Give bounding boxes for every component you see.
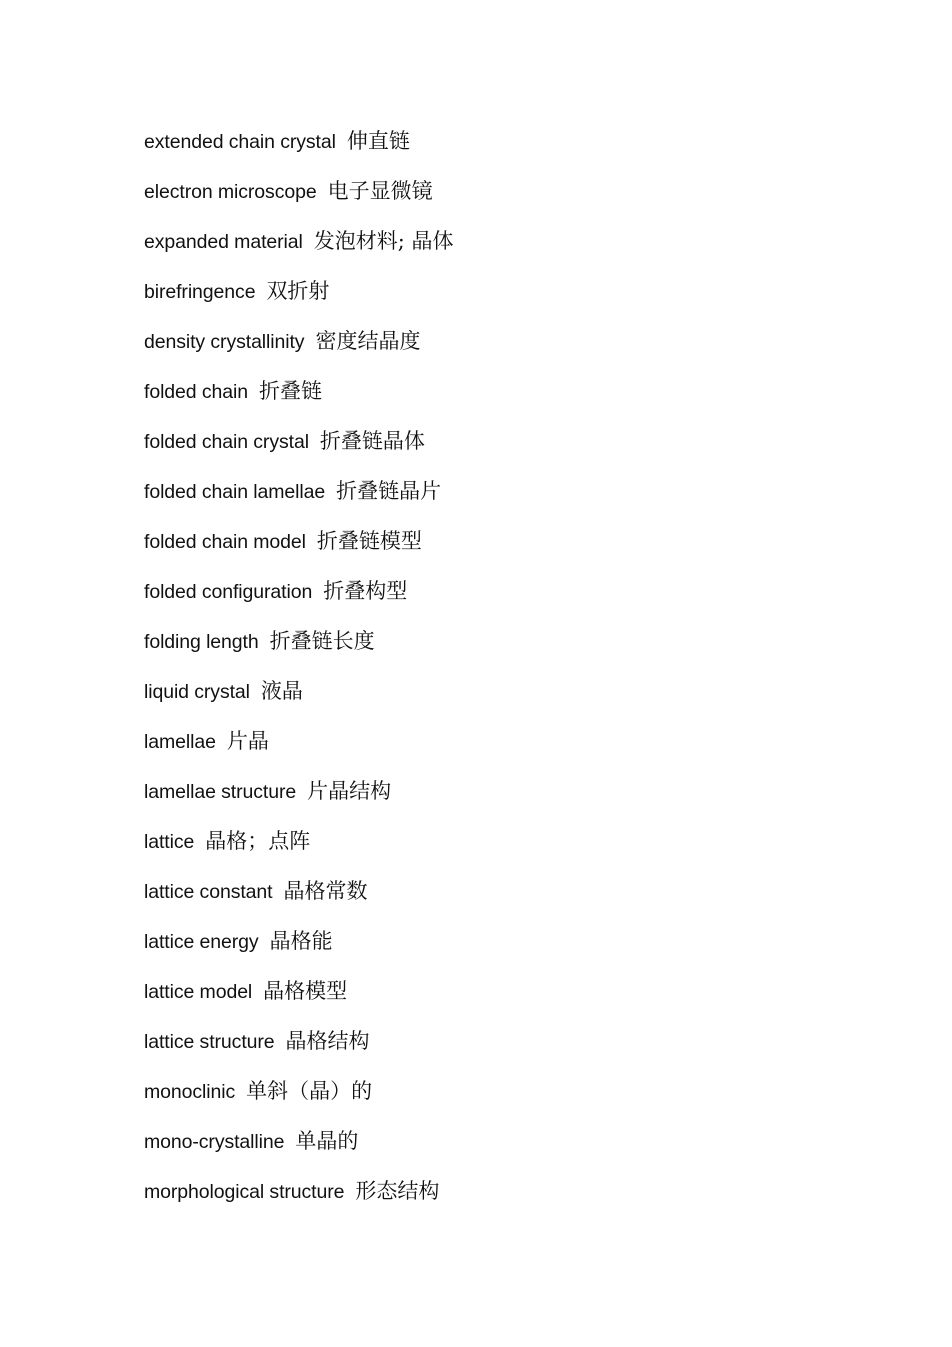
entry-translation: 电子显微镜 [327, 179, 433, 203]
entry-translation: 折叠链 [258, 379, 322, 403]
glossary-entry [144, 726, 454, 776]
entry-term: lattice energy [144, 931, 259, 953]
glossary-entry [144, 426, 454, 476]
glossary-entry [144, 876, 454, 926]
entry-term: liquid crystal [144, 681, 250, 703]
entry-term: folding length [144, 631, 259, 653]
entry-term: lamellae structure [144, 781, 297, 803]
entry-term: birefringence [144, 281, 256, 303]
glossary-entry [144, 126, 454, 176]
entry-translation: 折叠链模型 [316, 529, 422, 553]
entry-translation: 晶格模型 [263, 979, 348, 1003]
entry-term: folded chain [144, 381, 248, 403]
entry-translation: 双折射 [266, 279, 330, 303]
glossary-entry [144, 776, 454, 826]
entry-translation: 发泡材料; 晶体 [313, 229, 454, 253]
entry-term: folded configuration [144, 581, 313, 603]
entry-term: folded chain crystal [144, 431, 309, 453]
entry-term: lattice model [144, 981, 253, 1003]
entry-translation: 晶格；点阵 [205, 829, 311, 853]
entry-term: lattice constant [144, 881, 273, 903]
entry-term: monoclinic [144, 1081, 236, 1103]
entry-term: folded chain lamellae [144, 481, 326, 503]
entry-term: expanded material [144, 231, 303, 253]
entry-translation: 折叠链晶片 [336, 479, 442, 503]
glossary-entry [144, 1076, 454, 1126]
entry-translation: 单斜（晶）的 [246, 1079, 373, 1103]
glossary-entry [144, 826, 454, 876]
glossary-entry [144, 1176, 454, 1226]
glossary-entry [144, 1126, 454, 1176]
entry-translation: 单晶的 [295, 1129, 359, 1153]
glossary-entry [144, 276, 454, 326]
entry-term: morphological structure [144, 1181, 345, 1203]
glossary-entry [144, 1026, 454, 1076]
entry-translation: 形态结构 [355, 1179, 440, 1203]
glossary-entry [144, 676, 454, 726]
glossary-entry [144, 576, 454, 626]
entry-term: lattice [144, 831, 195, 853]
entry-translation: 伸直链 [346, 129, 410, 153]
entry-translation: 折叠链长度 [269, 629, 375, 653]
glossary-entry [144, 176, 454, 226]
entry-term: folded chain model [144, 531, 306, 553]
entry-translation: 晶格常数 [283, 879, 368, 903]
entry-translation: 折叠构型 [323, 579, 408, 603]
entry-translation: 片晶 [226, 729, 269, 753]
entry-term: mono-crystalline [144, 1131, 285, 1153]
glossary-entry [144, 976, 454, 1026]
glossary-entry [144, 626, 454, 676]
glossary-entry [144, 476, 454, 526]
entry-translation: 液晶 [260, 679, 303, 703]
entry-term: extended chain crystal [144, 131, 336, 153]
entry-translation: 片晶结构 [307, 779, 392, 803]
entry-term: density crystallinity [144, 331, 305, 353]
entry-term: electron microscope [144, 181, 317, 203]
entry-term: lattice structure [144, 1031, 275, 1053]
glossary-list [144, 126, 454, 1226]
entry-term: lamellae [144, 731, 216, 753]
entry-translation: 密度结晶度 [315, 329, 421, 353]
entry-translation: 折叠链晶体 [319, 429, 425, 453]
glossary-entry [144, 376, 454, 426]
glossary-entry [144, 226, 454, 276]
glossary-entry [144, 926, 454, 976]
entry-translation: 晶格能 [269, 929, 333, 953]
entry-translation: 晶格结构 [285, 1029, 370, 1053]
glossary-entry [144, 326, 454, 376]
glossary-entry [144, 526, 454, 576]
